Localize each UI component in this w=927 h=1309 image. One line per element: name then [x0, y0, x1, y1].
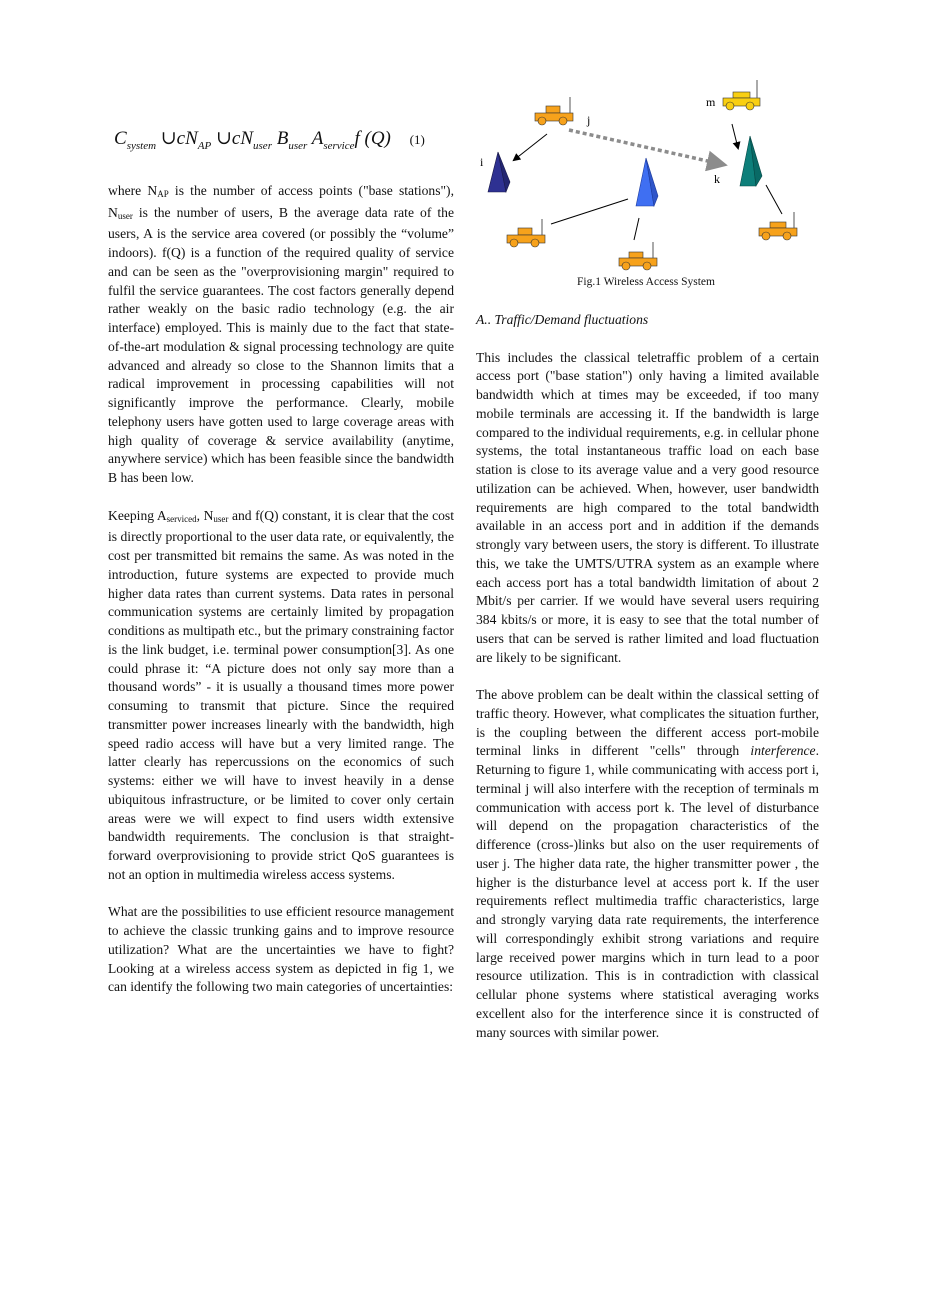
- figure-caption: Fig.1 Wireless Access System: [577, 276, 715, 288]
- p1-sub-user: user: [117, 210, 133, 221]
- p2-text-b: , N: [196, 507, 214, 523]
- link-j-to-i: [514, 134, 547, 160]
- paragraph-cost-factors: [108, 182, 454, 488]
- eq-op2: ∪cN: [216, 128, 254, 149]
- link-terminal-to-center: [551, 199, 628, 224]
- network-diagram: [476, 78, 821, 278]
- eq-fq: f (Q): [354, 128, 391, 149]
- eq-op1: ∪cN: [160, 128, 198, 149]
- eq-sub-user: user: [253, 139, 272, 152]
- p-interference-b: . Returning to figure 1, while communicating with access port i, terminal j will also interfere with the reception of terminals m communication with access port k. The level of disturbance will depend on the propagation characteristics of the difference (cross-)links but also on the user requirements of user j. The higher data rate, the higher transmitter power , the higher is the disturbance level at access port k. If the user requirements reflect multimedia traffic characteristics, large and strongly varying data rate requirements, the interference will correspondingly exhibit strong variations and require large received power margins which in turn lead to a poor resource utilization. This is in contradiction with classical cellular phone systems where statistical averaging works excellent also for the interference since it is constructed of many sources with similar power.: [476, 743, 819, 1040]
- equation-number: (1): [409, 132, 425, 147]
- p1-text-b: is the number of access points ("base stations"), N: [108, 182, 454, 220]
- p1-text-a: where N: [108, 182, 158, 198]
- equation-1: [114, 128, 454, 157]
- section-heading-traffic: A.. Traffic/Demand fluctuations: [476, 312, 649, 327]
- paragraph-teletraffic: This includes the classical teletraffic problem of a certain access port ("base station") only having a limited available bandwidth which at times may be exceeded, if too many mobile terminals are accessing it. If the bandwidth is large compared to the individual requirements, e.g. in cellular phone systems, the total instantaneous traffic load on each base station is close to its average value and a very good resource utilization can be achieved. When, however, user bandwidth requirements are high compared to the total bandwidth available in an access port and in addition if the demands strongly vary between users, the story is different. To illustrate this, we take the UMTS/UTRA system as an example where each access port has a total bandwidth limitation of about 2 Mbit/s per carrier. If we would have several users requiring 384 kbits/s or more, it is easy to see that the total number of users that can be served is rather limited and load fluctuation are likely to be significant.: [476, 349, 819, 665]
- eq-b-sub: user: [288, 139, 308, 152]
- station-center-icon: [636, 158, 658, 206]
- p2-sub-serviced: serviced: [166, 513, 197, 524]
- interference-arrow-j-to-k: [569, 130, 721, 164]
- figure-wireless-access-system: [476, 78, 821, 298]
- p2-text-c: and f(Q) constant, it is clear that the cost is directly proportional to the user data rate, or equivalently, the cost per transmitted bit remains the same. As was noted in the introduction, future systems are expected to provide much higher data rates than current systems. Data rates in personal communication systems are certainly limited by propagation conditions as multipath etc., but the primary constraining factor is the link budget, i.e. terminal power consumption[3]. As one could phrase it: “A picture does not only say more than a thousand words” - it is usually a thousand times more power consuming to transmit that picture. Since the required transmitter power increases linearly with the bandwidth, high speed radio access will have but a very limited range. The latter clearly has repercussions on the economics of such systems: either we will have to invest heavily in a dense ubiquitous infrastructure, or be limited to cover only certain areas were we will expect to find users width extensive bandwidth requirements. The conclusion is that straight-forward overprovisioning to provide strict QoS guarantees is not an option in multimedia wireless access systems.: [108, 507, 454, 882]
- p1-text-c: is the number of users, B the average data rate of the users, A is the service area covered (or possibly the “volume” indoors). f(Q) is a function of the required quality of service and can be seen as the "overprovisioning margin" required to fulfil the service guarantees. The cost factors generally depend rather weakly on the basic radio technology (e.g. the air interface) employed. This is mainly due to the fact that state-of-the-art modulation & signal processing technology are quite advanced and already so close to the Shannon limits that a radical improvement in processing capabilities will not significantly improve the performance. Clearly, mobile telephony users have gotten used to large coverage areas with high quality of coverage & service availability (anytime, anywhere service) which has been feasible since the bandwidth B has been low.: [108, 204, 454, 486]
- terminal-bottom-icon: [619, 242, 657, 270]
- eq-sub-ap: AP: [197, 139, 212, 152]
- p1-sub-ap: AP: [157, 188, 169, 199]
- eq-lhs: C: [114, 128, 127, 149]
- p2-sub-user: user: [213, 513, 229, 524]
- label-m: m: [706, 95, 716, 109]
- right-column: [476, 311, 819, 1061]
- link-m-to-k: [732, 124, 738, 148]
- label-i: i: [480, 155, 484, 169]
- eq-a-sub: service: [323, 139, 355, 152]
- p2-text-a: Keeping A: [108, 507, 167, 523]
- paragraph-keeping-constant: [108, 507, 454, 885]
- link-terminal-bottom-to-center: [634, 218, 639, 240]
- terminal-left-icon: [507, 219, 545, 247]
- emphasis-interference: interference: [750, 743, 816, 759]
- link-k-to-terminal: [766, 185, 782, 214]
- station-k-icon: [740, 136, 762, 186]
- label-k: k: [714, 172, 720, 186]
- paragraph-interference: [476, 686, 819, 1042]
- terminal-j-icon: [535, 97, 573, 125]
- eq-a: A: [311, 128, 324, 149]
- terminal-m-icon: [723, 80, 760, 110]
- eq-lhs-sub: system: [126, 139, 157, 152]
- terminal-right-icon: [759, 212, 797, 240]
- label-j: j: [587, 113, 591, 127]
- p-interference-a: The above problem can be dealt within the classical setting of traffic theory. However, what complicates the situation further, is the coupling between the different access port-mobile terminal links in different "cells" through: [476, 687, 819, 759]
- left-column: [108, 128, 454, 1016]
- paragraph-possibilities: What are the possibilities to use efficient resource management to achieve the classic trunking gains and to improve resource utilization? What are the uncertainties we have to fight? Looking at a wireless access system as depicted in fig 1, we can identify the following two main categories of uncertainties:: [108, 904, 454, 995]
- station-i-icon: [488, 152, 510, 192]
- eq-b: B: [276, 128, 289, 149]
